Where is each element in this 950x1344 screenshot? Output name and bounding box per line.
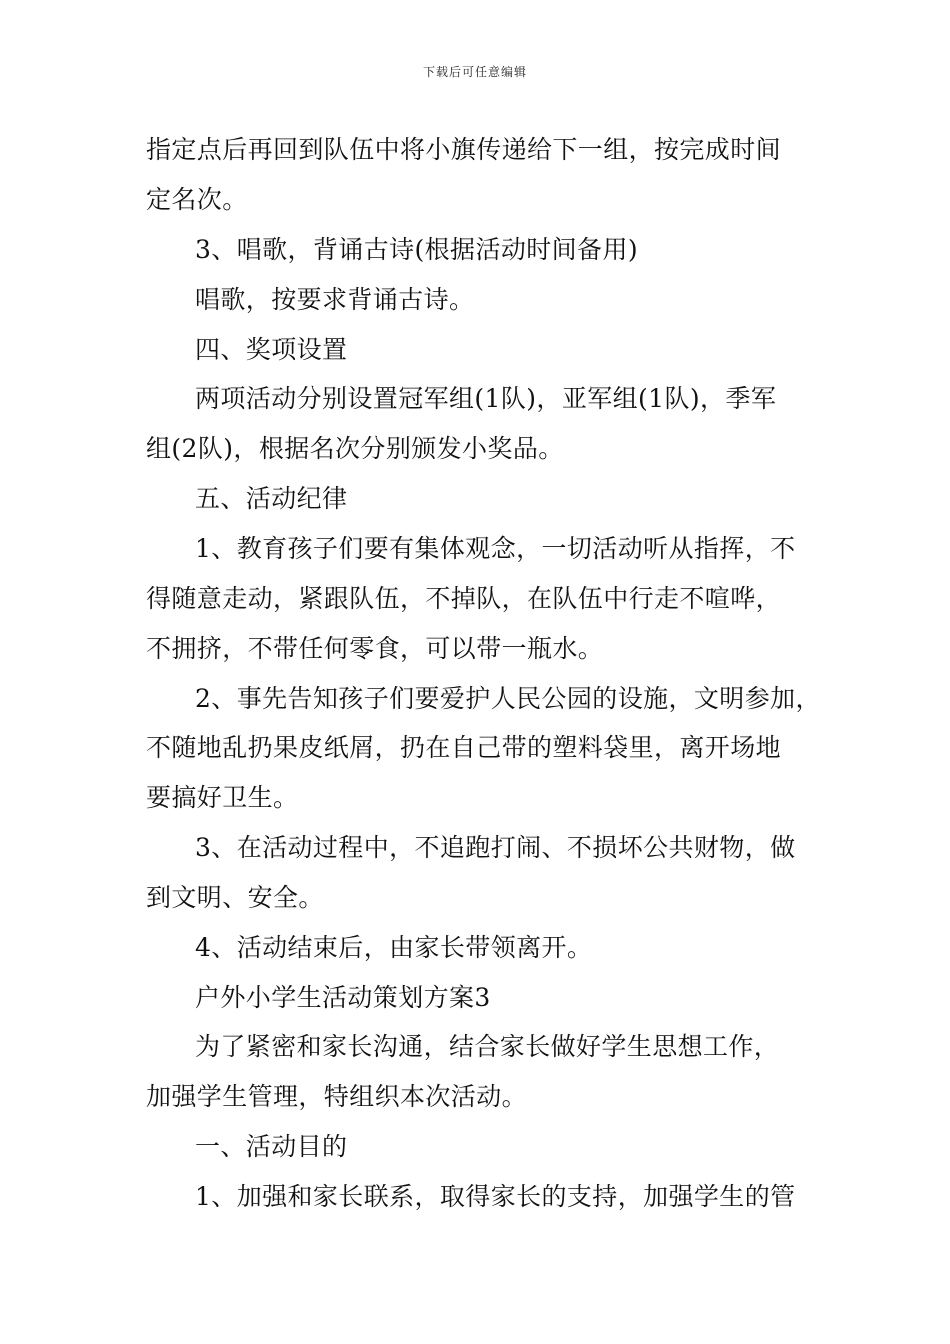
paragraph-line: 1、教育孩子们要有集体观念，一切活动听从指挥，不 xyxy=(195,534,796,563)
paragraph-line: 加强学生管理，特组织本次活动。 xyxy=(146,1082,528,1111)
paragraph-line: 不拥挤，不带任何零食，可以带一瓶水。 xyxy=(146,634,604,663)
paragraph-line: 1、加强和家长联系，取得家长的支持，加强学生的管 xyxy=(195,1182,796,1211)
paragraph-line: 定名次。 xyxy=(146,185,248,214)
document-subtitle: 户外小学生活动策划方案3 xyxy=(195,983,491,1012)
section-heading: 五、活动纪律 xyxy=(195,484,348,513)
paragraph-line: 到文明、安全。 xyxy=(146,883,324,912)
section-heading: 一、活动目的 xyxy=(195,1132,348,1161)
paragraph-line: 2、事先告知孩子们要爱护人民公园的设施，文明参加， xyxy=(195,684,821,713)
paragraph-line: 两项活动分别设置冠军组(1队)，亚军组(1队)，季军 xyxy=(195,384,777,413)
paragraph-line: 要搞好卫生。 xyxy=(146,783,299,812)
page-header: 下载后可任意编辑 xyxy=(422,65,527,79)
paragraph-line: 4、活动结束后，由家长带领离开。 xyxy=(195,933,593,962)
paragraph-line: 唱歌，按要求背诵古诗。 xyxy=(195,285,475,314)
paragraph-line: 不随地乱扔果皮纸屑，扔在自己带的塑料袋里，离开场地 xyxy=(146,733,782,762)
paragraph-line: 3、在活动过程中，不追跑打闹、不损坏公共财物，做 xyxy=(195,833,796,862)
paragraph-line: 指定点后再回到队伍中将小旗传递给下一组，按完成时间 xyxy=(146,135,782,164)
section-heading: 四、奖项设置 xyxy=(195,335,348,364)
paragraph-line: 为了紧密和家长沟通，结合家长做好学生思想工作， xyxy=(195,1032,780,1061)
paragraph-line: 组(2队)，根据名次分别颁发小奖品。 xyxy=(146,434,564,463)
paragraph-line: 3、唱歌，背诵古诗(根据活动时间备用) xyxy=(195,235,639,264)
paragraph-line: 得随意走动，紧跟队伍，不掉队，在队伍中行走不喧哗， xyxy=(146,584,782,613)
